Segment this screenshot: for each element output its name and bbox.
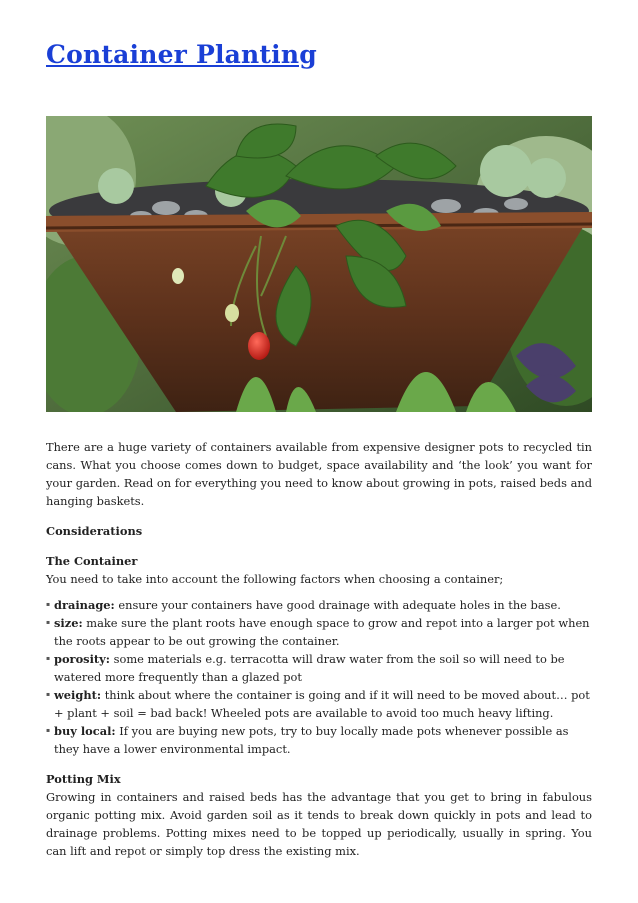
list-item-term: buy local:	[54, 724, 116, 738]
bullet-icon: ▪	[46, 655, 51, 662]
list-item-term: size:	[54, 616, 83, 630]
subheading-potting-mix: Potting Mix	[46, 772, 121, 786]
container-lead: You need to take into account the following factors when choosing a container;	[46, 572, 504, 586]
list-item-text: ensure your containers have good drainage with adequate holes in the base.	[114, 598, 561, 612]
list-item-weight	[46, 686, 592, 722]
potting-mix-paragraph: Growing in containers and raised beds has the advantage that you get to bring in fabulous organic potting mix. Avoid garden soil as it tends to break down quickly in pots and lead to drainage problems. Potting mixes need to be topped up periodically, usually in spring. You can lift and repot or simply top dress the existing mix.	[46, 790, 592, 858]
list-item-size	[46, 614, 592, 650]
intro-paragraph: There are a huge variety of containers available from expensive designer pots to recycled tin cans. What you choose comes down to budget, space availability and ‘the look’ you want for your garden. Read on for everything you need to know about growing in pots, raised beds and hanging baskets.	[46, 440, 592, 508]
list-item-text: make sure the plant roots have enough space to grow and repot into a larger pot when the roots appear to be out growing the container.	[54, 616, 590, 648]
bullet-icon: ▪	[46, 727, 51, 734]
bullet-icon: ▪	[46, 619, 51, 626]
list-item-term: porosity:	[54, 652, 110, 666]
list-item-term: weight:	[54, 688, 102, 702]
bullet-icon: ▪	[46, 601, 51, 608]
list-item-term: drainage:	[54, 598, 115, 612]
list-item-text: some materials e.g. terracotta will draw water from the soil so will need to be watered more frequently than a glazed pot	[54, 652, 565, 684]
article-body	[46, 438, 592, 860]
list-item-porosity	[46, 650, 592, 686]
page-title[interactable]: Container Planting	[46, 40, 317, 69]
subheading-container: The Container	[46, 554, 138, 568]
list-item-drainage	[46, 596, 592, 614]
bullet-icon: ▪	[46, 691, 51, 698]
container-planting-photo	[46, 116, 592, 412]
container-factors-list	[46, 596, 592, 758]
list-item-text: If you are buying new pots, try to buy locally made pots whenever possible as they have a lower environmental impact.	[54, 724, 569, 756]
list-item-buy-local	[46, 722, 592, 758]
section-heading-considerations: Considerations	[46, 524, 143, 538]
list-item-text: think about where the container is going and if it will need to be moved about… pot + plant + soil = bad back! Wheeled pots are available to avoid too much heavy lifting.	[54, 688, 590, 720]
